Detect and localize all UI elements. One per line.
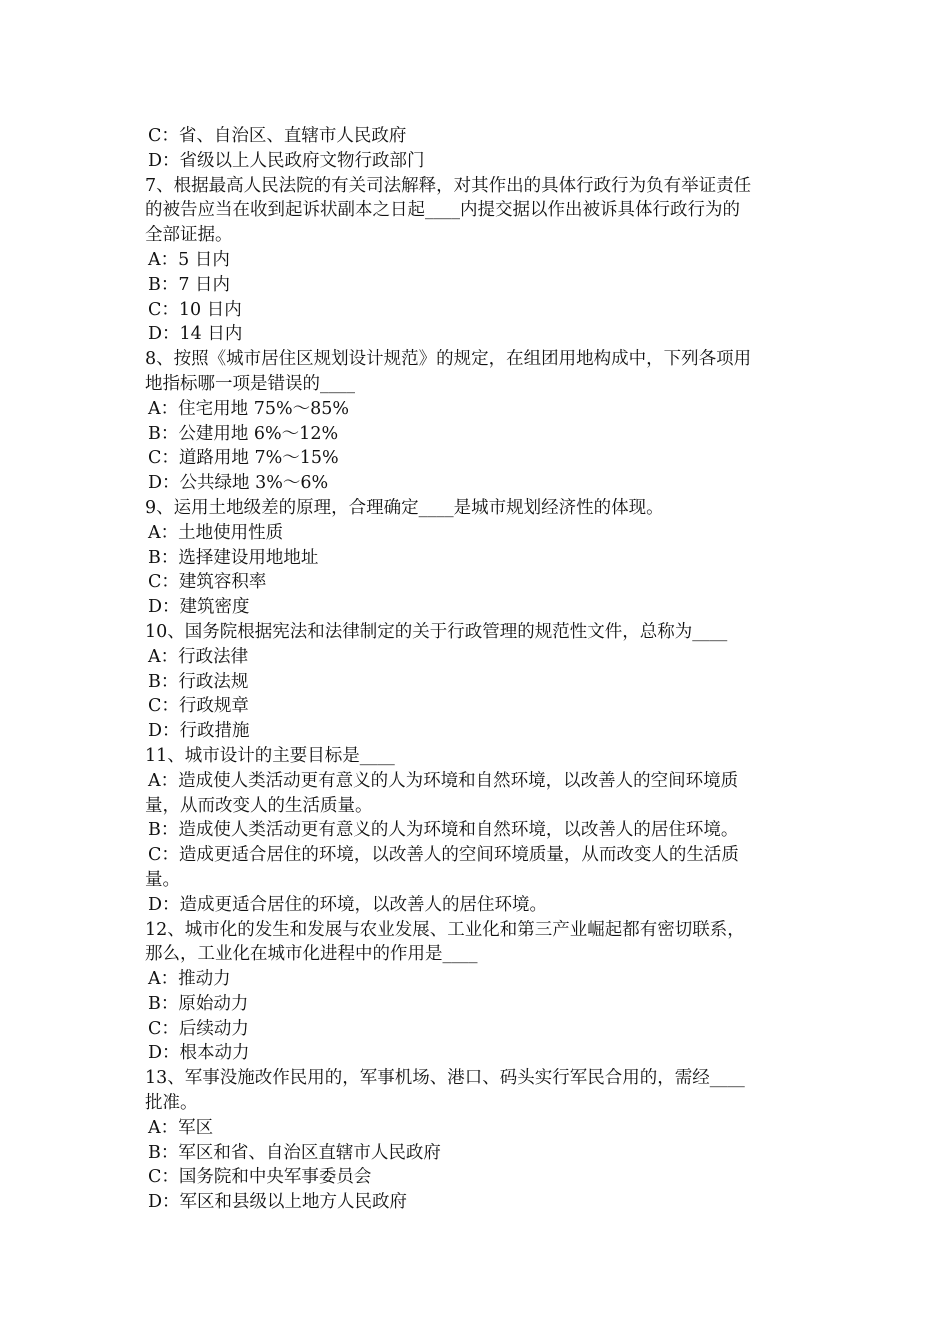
- answer-option: [145, 670, 815, 695]
- question-text-line: 那么，工业化在城市化进程中的作用是____: [145, 944, 478, 965]
- question-text-line: 的被告应当在收到起诉状副本之日起____内提交据以作出被诉具体行政行为的: [145, 200, 740, 221]
- answer-option: [145, 1041, 815, 1066]
- option-text-line: C：10 日内: [148, 299, 242, 320]
- answer-option: [145, 1116, 815, 1141]
- option-text-line: B：公建用地 6%～12%: [148, 423, 339, 444]
- answer-option: [145, 645, 815, 670]
- question-block: [145, 1066, 815, 1116]
- option-text-line: A：土地使用性质: [148, 522, 284, 543]
- option-text-line: D：行政措施: [148, 721, 250, 742]
- answer-option: [145, 570, 815, 595]
- option-text-line: C：后续动力: [148, 1018, 249, 1039]
- option-text-line: D：造成更适合居住的环境，以改善人的居住环境。: [148, 894, 548, 915]
- question-block: [145, 744, 815, 769]
- option-text-line: 量。: [145, 869, 180, 890]
- option-text-line: C：行政规章: [148, 696, 249, 717]
- answer-option: [145, 124, 815, 149]
- question-text-line: 10、国务院根据宪法和法律制定的关于行政管理的规范性文件，总称为____: [145, 621, 728, 642]
- answer-option: [145, 595, 815, 620]
- answer-option: [145, 719, 815, 744]
- option-text-line: B：造成使人类活动更有意义的人为环境和自然环境，以改善人的居住环境。: [148, 820, 739, 841]
- question-text-line: 批准。: [145, 1093, 198, 1114]
- option-text-line: B：行政法规: [148, 671, 249, 692]
- answer-option: [145, 322, 815, 347]
- answer-option: [145, 694, 815, 719]
- question-text-line: 11、城市设计的主要目标是____: [145, 745, 395, 766]
- question-text-line: 全部证据。: [145, 225, 233, 246]
- option-text-line: D：14 日内: [148, 324, 243, 345]
- answer-option: [145, 397, 815, 422]
- document-page: [145, 124, 815, 1215]
- answer-option: [145, 446, 815, 471]
- option-text-line: A：军区: [148, 1117, 214, 1138]
- question-block: [145, 496, 815, 521]
- answer-option: [145, 546, 815, 571]
- answer-option: [145, 893, 815, 918]
- answer-option: [145, 818, 815, 843]
- answer-option: [145, 992, 815, 1017]
- answer-option: [145, 769, 815, 819]
- option-text-line: A：5 日内: [148, 249, 230, 270]
- answer-option: [145, 248, 815, 273]
- option-text-line: C：国务院和中央军事委员会: [148, 1167, 372, 1188]
- answer-option: [145, 521, 815, 546]
- question-text-line: 12、城市化的发生和发展与农业发展、工业化和第三产业崛起都有密切联系，: [145, 919, 745, 940]
- option-text-line: C：省、自治区、直辖市人民政府: [148, 126, 407, 146]
- option-text-line: C：建筑容积率: [148, 572, 267, 593]
- answer-option: [145, 471, 815, 496]
- option-text-line: B：选择建设用地地址: [148, 547, 319, 568]
- option-text-line: A：造成使人类活动更有意义的人为环境和自然环境，以改善人的空间环境质: [148, 770, 739, 791]
- question-text-line: 7、根据最高人民法院的有关司法解释，对其作出的具体行政行为负有举证责任: [145, 175, 752, 196]
- option-text-line: C：造成更适合居住的环境，以改善人的空间环境质量，从而改变人的生活质: [148, 845, 739, 866]
- option-text-line: A：行政法律: [148, 646, 249, 667]
- option-text-line: A：推动力: [148, 969, 231, 990]
- answer-option: [145, 149, 815, 174]
- answer-option: [145, 1141, 815, 1166]
- question-text-line: 8、按照《城市居住区规划设计规范》的规定，在组团用地构成中，下列各项用: [145, 349, 752, 370]
- answer-option: [145, 1165, 815, 1190]
- answer-option: [145, 422, 815, 447]
- option-text-line: B：7 日内: [148, 274, 231, 295]
- option-text-line: D：根本动力: [148, 1043, 250, 1064]
- option-text-line: B：原始动力: [148, 993, 249, 1014]
- answer-option: [145, 273, 815, 298]
- option-text-line: B：军区和省、自治区直辖市人民政府: [148, 1142, 441, 1163]
- answer-option: [145, 1017, 815, 1042]
- question-text-line: 9、运用土地级差的原理，合理确定____是城市规划经济性的体现。: [145, 497, 664, 518]
- question-block: [145, 918, 815, 968]
- answer-option: [145, 298, 815, 323]
- option-text-line: C：道路用地 7%～15%: [148, 448, 339, 469]
- answer-option: [145, 967, 815, 992]
- option-text-line: D：建筑密度: [148, 597, 250, 618]
- option-text-line: A：住宅用地 75%～85%: [148, 398, 349, 419]
- question-block: [145, 347, 815, 397]
- option-text-line: D：军区和县级以上地方人民政府: [148, 1192, 408, 1213]
- answer-option: [145, 1190, 815, 1215]
- option-text-line: D：省级以上人民政府文物行政部门: [148, 150, 425, 171]
- question-text-line: 地指标哪一项是错误的____: [145, 373, 355, 394]
- question-block: [145, 620, 815, 645]
- question-text-line: 13、军事没施改作民用的，军事机场、港口、码头实行军民合用的，需经____: [145, 1068, 745, 1089]
- answer-option: [145, 843, 815, 893]
- option-text-line: D：公共绿地 3%～6%: [148, 473, 329, 494]
- option-text-line: 量，从而改变人的生活质量。: [145, 795, 373, 816]
- question-block: [145, 174, 815, 248]
